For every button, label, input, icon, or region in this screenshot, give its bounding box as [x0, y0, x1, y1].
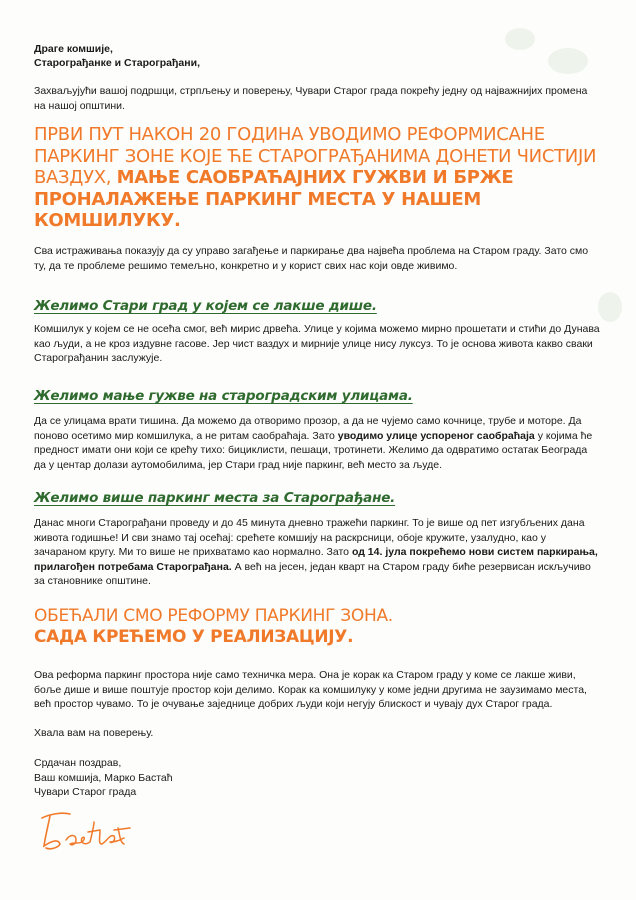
section-parking-text-bold: од 14. јула покрећемо нови систем паркирања, прилагођен потребама Старограђана. — [34, 546, 598, 573]
greeting-line-1: Драге комшије, — [34, 43, 113, 55]
section-parking-text — [34, 516, 600, 589]
closing-line-1: Срдачан поздрав, — [34, 757, 122, 769]
research-paragraph: Сва истраживања показују да су управо загађење и паркирање два највећа проблема на Старом граду. Зато смо ту, да те проблеме решимо темељно, конкретно и у корист свих нас који овде живимо. — [34, 245, 589, 272]
section-parking-title: Желимо више паркинг места за Старограђане. — [34, 490, 396, 506]
greeting — [34, 42, 606, 70]
reform-headline-line-2: САДА КРЕЋЕМО У РЕАЛИЗАЦИЈУ. — [34, 627, 354, 647]
section-clean-air-title: Желимо Стари град у којем се лакше дише. — [34, 298, 377, 314]
main-headline — [34, 124, 606, 232]
greeting-line-2: Старограђанке и Старограђани, — [34, 57, 200, 69]
closing-line-3: Чувари Старог града — [34, 786, 137, 798]
section-traffic-text-b: у којима ће предност имати они који се крећу тихо: бициклисти, пешаци, тротинети. Желимо да одвратимо остатак Београда да у центар долази аутомобилима, јер Стари град није паркинг, већ место за људе. — [34, 429, 593, 471]
section-parking-text-a: Данас многи Старограђани проведу и до 45 минута дневно тражећи паркинг. То је више од пет изгубљених дана живота годишње! И сви знамо тај осећај: срећете комшију на раскрсници, обоје кружите, узалудно, као у зачараном кругу. Ми то више не прихватамо као нормално. Зато — [34, 517, 585, 558]
section-traffic-title: Желимо мање гужве на староградским улицама. — [34, 388, 413, 404]
handwritten-signature — [36, 808, 166, 854]
reform-headline — [34, 606, 606, 648]
closing-block — [34, 756, 334, 800]
closing-line-2: Ваш комшија, Марко Бастаћ — [34, 771, 173, 784]
final-paragraph: Ова реформа паркинг простора није само техничка мера. Она је корак ка Старом граду у коме се лакше живи, боље дише и више поштује простор који делимо. Корак ка комшилуку у коме једни другима не заузимамо места, већ простор чувамо. То је очување заједнице добрих људи који негују блискост и чувају дух Старог града. — [34, 669, 587, 710]
intro-paragraph: Захваљујући вашој подршци, стрпљењу и поверењу, Чувари Старог града покрећу једну од најважнијих промена на нашој општини. — [34, 85, 588, 112]
thanks-line: Хвала вам на поверењу. — [34, 727, 154, 739]
section-traffic-text-a: Да се улицама врати тишина. Да можемо да отворимо прозор, а да не чујемо само кочнице, трубе и моторе. Да поново осетимо мир комшилука, а не ритам саобраћаја. Зато — [34, 415, 582, 442]
section-traffic-text — [34, 414, 600, 472]
section-traffic-text-bold: уводимо улице успореног саобраћаја — [337, 429, 535, 442]
section-clean-air-text: Комшилук у којем се не осећа смог, већ мирис дрвећа. Улице у којима можемо мирно прошетати и стићи до Дунава као људи, а не кроз издувне гасове. Јер чист ваздух и мирније улице нису луксуз. То је основа живота какво сваки Старограђанин заслужује. — [34, 323, 600, 364]
section-parking-text-b: А већ на јесен, један кварт на Старом граду биће резервисан искључиво за становнике општине. — [34, 560, 591, 587]
main-headline-bold: МАЊЕ САОБРАЋАЈНИХ ГУЖВИ И БРЖЕ ПРОНАЛАЖЕЊЕ ПАРКИНГ МЕСТА У НАШЕМ КОМШИЛУКУ. — [34, 167, 514, 231]
reform-headline-line-1: ОБЕЋАЛИ СМО РЕФОРМУ ПАРКИНГ ЗОНА. — [34, 606, 393, 626]
main-headline-normal: ПРВИ ПУТ НАКОН 20 ГОДИНА УВОДИМО РЕФОРМИСАНЕ ПАРКИНГ ЗОНЕ КОЈЕ ЋЕ СТАРОГРАЂАНИМА ДОНЕТИ ЧИСТИЈИ ВАЗДУХ, — [34, 124, 597, 188]
